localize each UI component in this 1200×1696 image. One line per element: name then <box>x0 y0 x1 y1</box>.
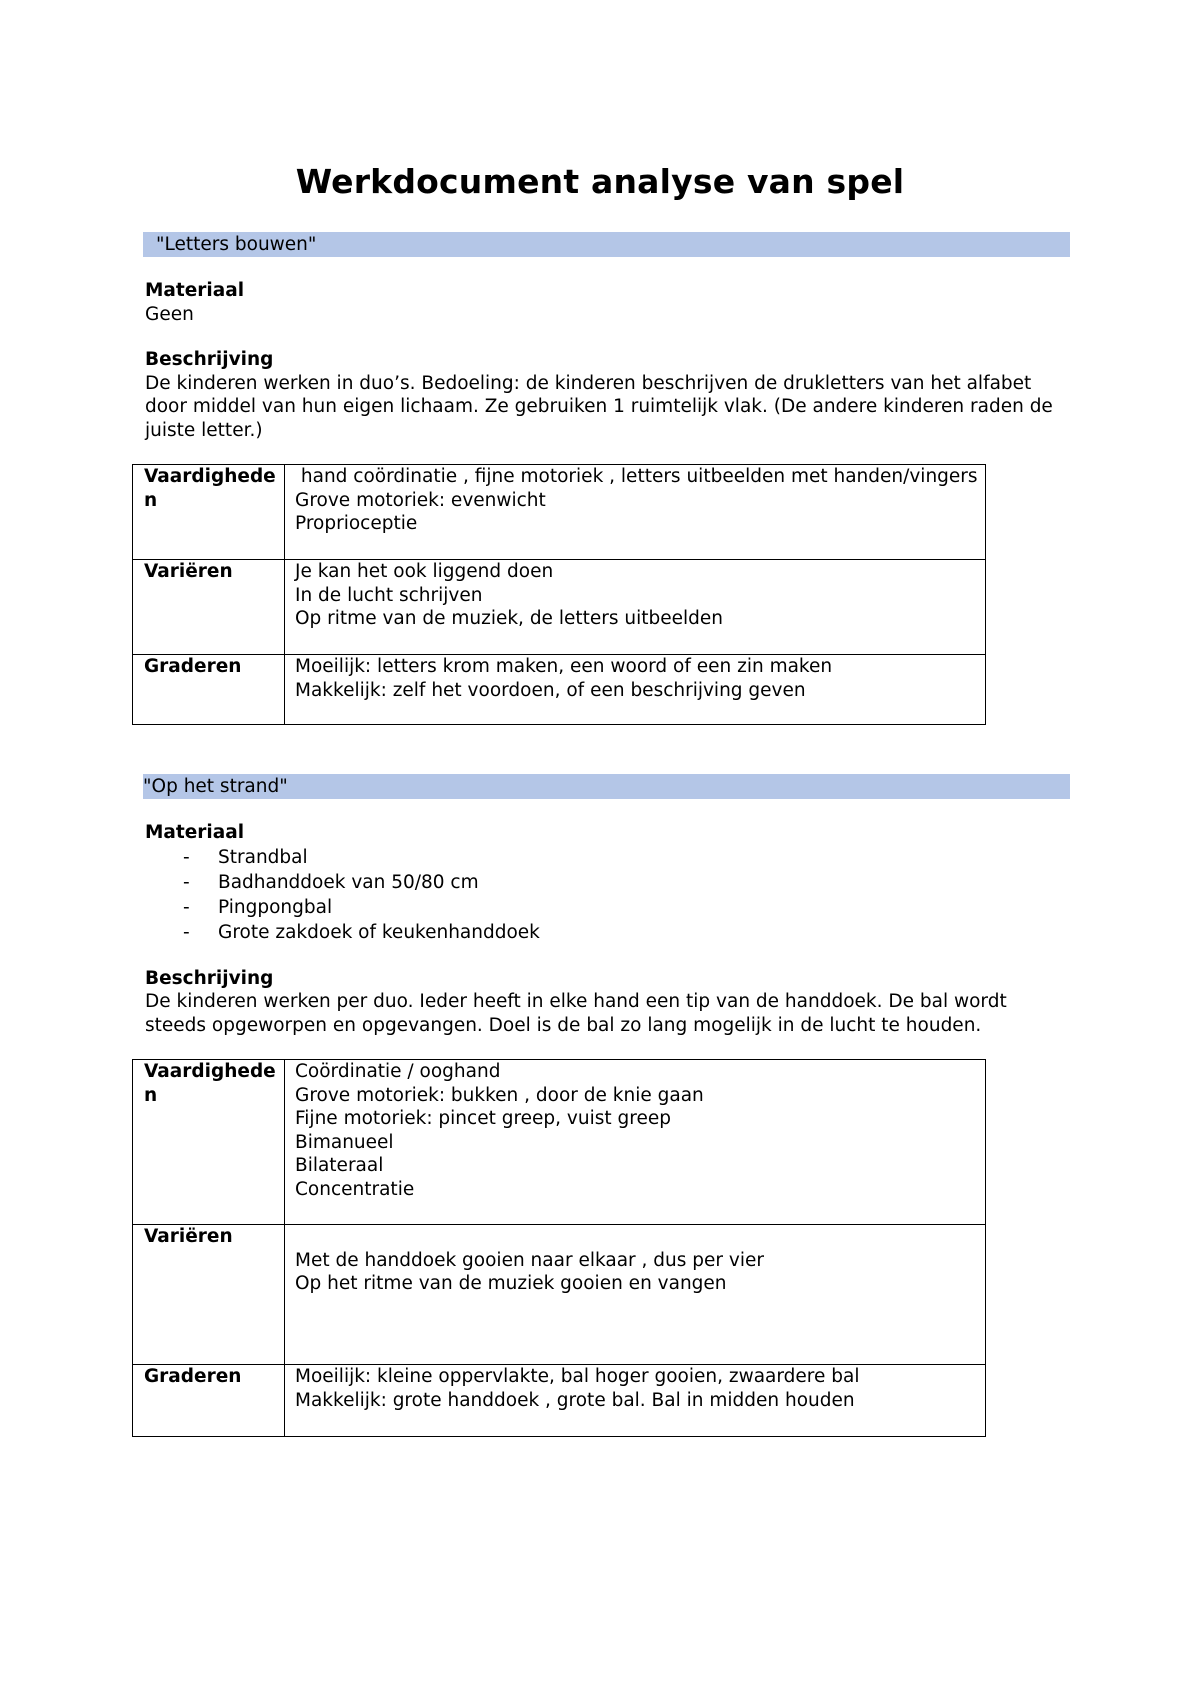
row-line: Bimanueel <box>295 1131 394 1153</box>
materiaal-block <box>145 821 1070 945</box>
row-line: Op het ritme van de muziek gooien en vangen <box>295 1273 727 1294</box>
list-item: - Pingpongbal <box>183 896 333 918</box>
game-section-letters-bouwen <box>132 232 1070 725</box>
game-title: "Op het strand" <box>143 776 288 797</box>
row-line: Moeilijk: letters krom maken, een woord of een zin maken <box>295 656 833 677</box>
row-content <box>285 1060 986 1225</box>
row-line: Je kan het ook liggend doen <box>295 561 554 582</box>
game-title-bar <box>143 232 1070 257</box>
beschrijving-block <box>145 348 1070 442</box>
row-line: Makkelijk: zelf het voordoen, of een beschrijving geven <box>295 679 806 701</box>
table-row <box>133 1060 986 1225</box>
row-line: Fijne motoriek: pincet greep, vuist greep <box>295 1108 671 1129</box>
beschrijving-text: De kinderen werken per duo. Ieder heeft in elke hand een tip van de handdoek. De bal wordt steeds opgeworpen en opgevangen. Doel is de bal zo lang mogelijk in de lucht te houden. <box>145 991 1007 1036</box>
row-label: Variëren <box>133 1225 285 1365</box>
row-content <box>285 1225 986 1365</box>
game-title: "Letters bouwen" <box>156 234 317 255</box>
materiaal-text: Geen <box>145 303 194 325</box>
row-line: Met de handdoek gooien naar elkaar , dus per vier <box>295 1249 764 1271</box>
row-line: Concentratie <box>295 1178 415 1200</box>
analysis-table <box>132 464 986 725</box>
page-title: Werkdocument analyse van spel <box>295 162 905 201</box>
row-line: Moeilijk: kleine oppervlakte, bal hoger gooien, zwaardere bal <box>295 1366 860 1387</box>
game-section-op-het-strand <box>132 774 1070 1437</box>
row-content <box>285 655 986 725</box>
row-label: Graderen <box>133 655 285 725</box>
row-content <box>285 1365 986 1437</box>
row-line: Op ritme van de muziek, de letters uitbeelden <box>295 608 723 629</box>
list-item: - Badhanddoek van 50/80 cm <box>183 871 479 893</box>
list-item: - Grote zakdoek of keukenhanddoek <box>183 921 540 943</box>
row-line: hand coördinatie , fijne motoriek , letters uitbeelden met handen/vingers <box>295 466 978 487</box>
row-line: In de lucht schrijven <box>295 584 483 606</box>
beschrijving-label: Beschrijving <box>145 349 274 370</box>
row-line: Makkelijk: grote handdoek , grote bal. Bal in midden houden <box>295 1389 855 1411</box>
row-label: Vaardighede n <box>133 465 285 560</box>
row-label: Variëren <box>133 560 285 655</box>
row-content <box>285 465 986 560</box>
table-row <box>133 1365 986 1437</box>
beschrijving-text: De kinderen werken in duo’s. Bedoeling: de kinderen beschrijven de drukletters van het alfabet door middel van hun eigen lichaam. Ze gebruiken 1 ruimtelijk vlak. (De andere kinderen raden de juiste letter.) <box>145 372 1053 441</box>
row-label: Graderen <box>133 1365 285 1437</box>
row-line: Bilateraal <box>295 1155 384 1176</box>
row-content <box>285 560 986 655</box>
table-row <box>133 465 986 560</box>
table-row <box>133 1225 986 1365</box>
row-line: Grove motoriek: evenwicht <box>295 489 546 511</box>
row-line: Coördinatie / ooghand <box>295 1061 501 1082</box>
game-title-bar <box>143 774 1070 799</box>
row-line: Grove motoriek: bukken , door de knie gaan <box>295 1084 704 1106</box>
row-line <box>295 1225 975 1249</box>
materiaal-list <box>145 845 1070 945</box>
row-label: Vaardighede n <box>133 1060 285 1225</box>
materiaal-block <box>145 279 1070 326</box>
list-item: - Strandbal <box>183 846 308 868</box>
table-row <box>133 655 986 725</box>
beschrijving-block <box>145 967 1070 1038</box>
materiaal-label: Materiaal <box>145 822 245 843</box>
row-line: Proprioceptie <box>295 513 418 534</box>
analysis-table <box>132 1059 986 1437</box>
table-row <box>133 560 986 655</box>
beschrijving-label: Beschrijving <box>145 967 274 989</box>
materiaal-label: Materiaal <box>145 280 245 301</box>
